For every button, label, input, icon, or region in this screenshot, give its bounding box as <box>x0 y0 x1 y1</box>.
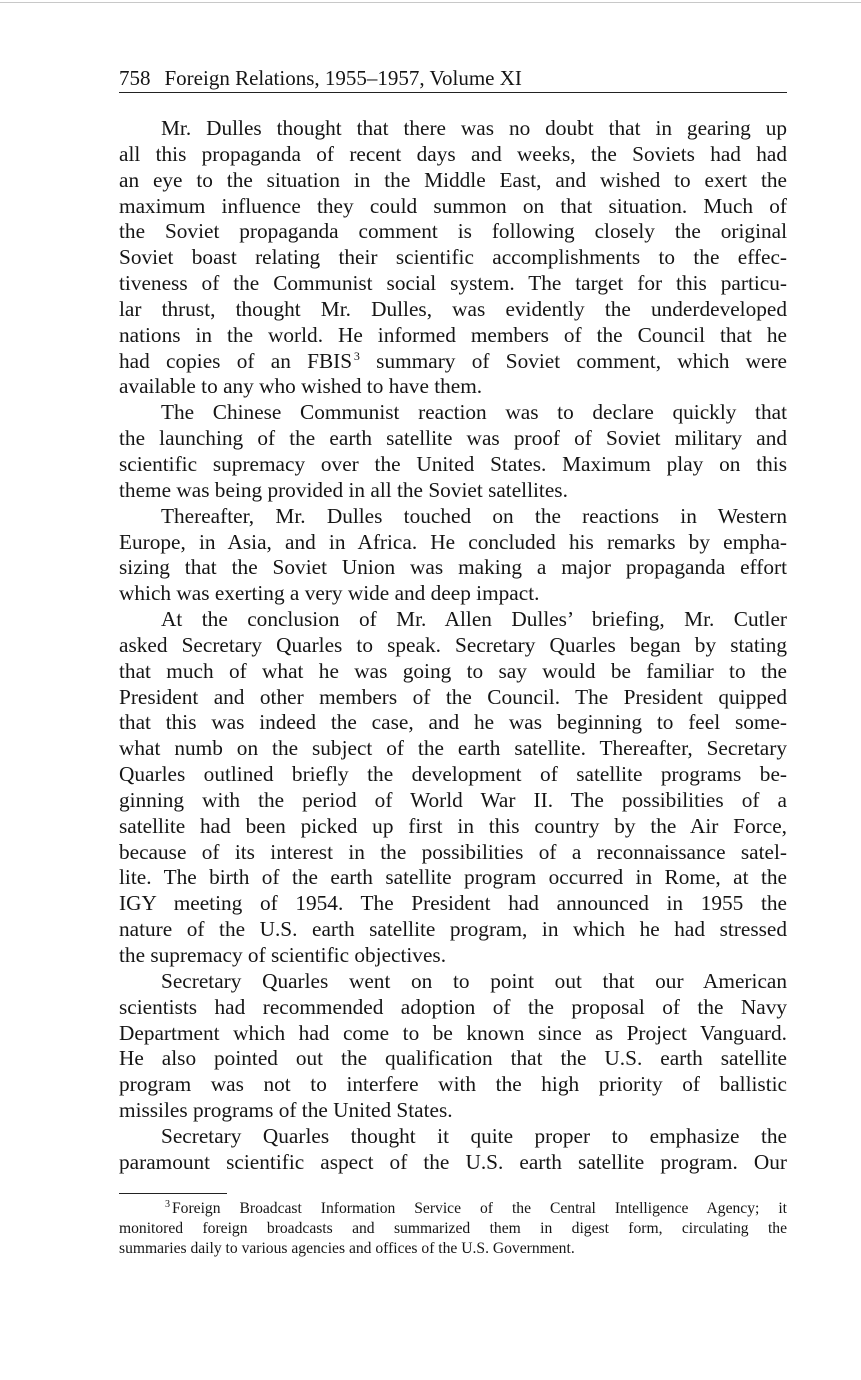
footnote <box>119 1199 787 1259</box>
text-line: missiles programs of the United States. <box>119 1098 453 1123</box>
text-line: lar thrust, thought Mr. Dulles, was evidently the underdeveloped <box>119 296 787 321</box>
paragraph <box>119 400 787 503</box>
paragraph <box>119 504 787 607</box>
text-fragment: had copies of an FBIS <box>119 348 353 373</box>
footnote-reference[interactable]: 3 <box>353 348 360 363</box>
footnote-line: summaries daily to various agencies and offices of the U.S. Government. <box>119 1240 575 1257</box>
footnote-text: Foreign Broadcast Information Service of the Central Intelligence Agency; it <box>172 1200 787 1217</box>
text-line: asked Secretary Quarles to speak. Secretary Quarles began by stating <box>119 632 787 657</box>
text-line: scientific supremacy over the United States. Maximum play on this <box>119 451 787 476</box>
text-line: maximum influence they could summon on that situation. Much of <box>119 193 787 218</box>
text-line: Secretary Quarles went on to point out that our American <box>161 968 787 993</box>
text-line: Europe, in Asia, and in Africa. He concluded his remarks by empha- <box>119 529 787 554</box>
footnote-mark: 3 <box>165 1198 170 1210</box>
text-line: theme was being provided in all the Soviet satellites. <box>119 477 568 502</box>
text-line: the Soviet propaganda comment is following closely the original <box>119 219 787 244</box>
text-line: scientists had recommended adoption of the proposal of the Navy <box>119 994 787 1019</box>
text-line: IGY meeting of 1954. The President had announced in 1955 the <box>119 891 787 916</box>
text-line: because of its interest in the possibilities of a reconnaissance satel- <box>119 839 787 864</box>
paragraph <box>119 969 787 1124</box>
text-line: ginning with the period of World War II. The possibilities of a <box>119 787 787 812</box>
text-line: an eye to the situation in the Middle East, and wished to exert the <box>119 167 787 192</box>
text-line: tiveness of the Communist social system. The target for this particu- <box>119 271 787 296</box>
running-header <box>119 64 787 93</box>
text-line-with-footnote <box>119 349 787 375</box>
text-line: the supremacy of scientific objectives. <box>119 943 447 967</box>
running-title: Foreign Relations, 1955–1957, Volume XI <box>164 66 522 90</box>
text-line: Mr. Dulles thought that there was no doubt that in gearing up <box>161 116 787 140</box>
text-line: program was not to interfere with the high priority of ballistic <box>119 1072 787 1097</box>
scan-edge-line <box>0 2 861 3</box>
text-fragment: summary of Soviet comment, which were <box>376 348 788 373</box>
text-line: all this propaganda of recent days and weeks, the Soviets had had <box>119 141 787 166</box>
text-line: what numb on the subject of the earth satellite. Thereafter, Secretary <box>119 736 787 761</box>
text-line: Soviet boast relating their scientific accomplishments to the effec- <box>119 245 787 270</box>
text-line: that this was indeed the case, and he was beginning to feel some- <box>119 710 787 735</box>
text-line: nature of the U.S. earth satellite program, in which he had stressed <box>119 917 787 942</box>
paragraph <box>119 607 787 969</box>
text-line: which was exerting a very wide and deep impact. <box>119 581 540 606</box>
body-text <box>119 116 787 1176</box>
text-line: The Chinese Communist reaction was to declare quickly that <box>161 400 787 425</box>
footnote-line: monitored foreign broadcasts and summarized them in digest form, circulating the <box>119 1220 787 1237</box>
text-line: Thereafter, Mr. Dulles touched on the reactions in Western <box>161 503 787 528</box>
text-line: Quarles outlined briefly the development of satellite programs be- <box>119 762 787 787</box>
text-line: President and other members of the Council. The President quipped <box>119 684 787 709</box>
text-line: At the conclusion of Mr. Allen Dulles’ briefing, Mr. Cutler <box>161 607 787 632</box>
text-line: the launching of the earth satellite was proof of Soviet military and <box>119 426 787 451</box>
footnote-line <box>119 1199 787 1219</box>
text-line: that much of what he was going to say would be familiar to the <box>119 658 787 683</box>
footnote-separator <box>119 1193 227 1194</box>
text-line: sizing that the Soviet Union was making a major propaganda effort <box>119 555 787 580</box>
text-line: available to any who wished to have them. <box>119 374 483 399</box>
text-line: satellite had been picked up first in this country by the Air Force, <box>119 813 787 838</box>
text-line: Secretary Quarles thought it quite proper to emphasize the <box>161 1123 787 1148</box>
page-number: 758 <box>119 66 151 90</box>
text-line: He also pointed out the qualification that the U.S. earth satellite <box>119 1046 787 1071</box>
paragraph <box>119 1124 787 1176</box>
text-line: lite. The birth of the earth satellite program occurred in Rome, at the <box>119 865 787 890</box>
text-line: nations in the world. He informed members of the Council that he <box>119 322 787 347</box>
text-line: paramount scientific aspect of the U.S. earth satellite program. Our <box>119 1149 787 1174</box>
paragraph <box>119 116 787 400</box>
text-line: Department which had come to be known since as Project Vanguard. <box>119 1020 787 1045</box>
